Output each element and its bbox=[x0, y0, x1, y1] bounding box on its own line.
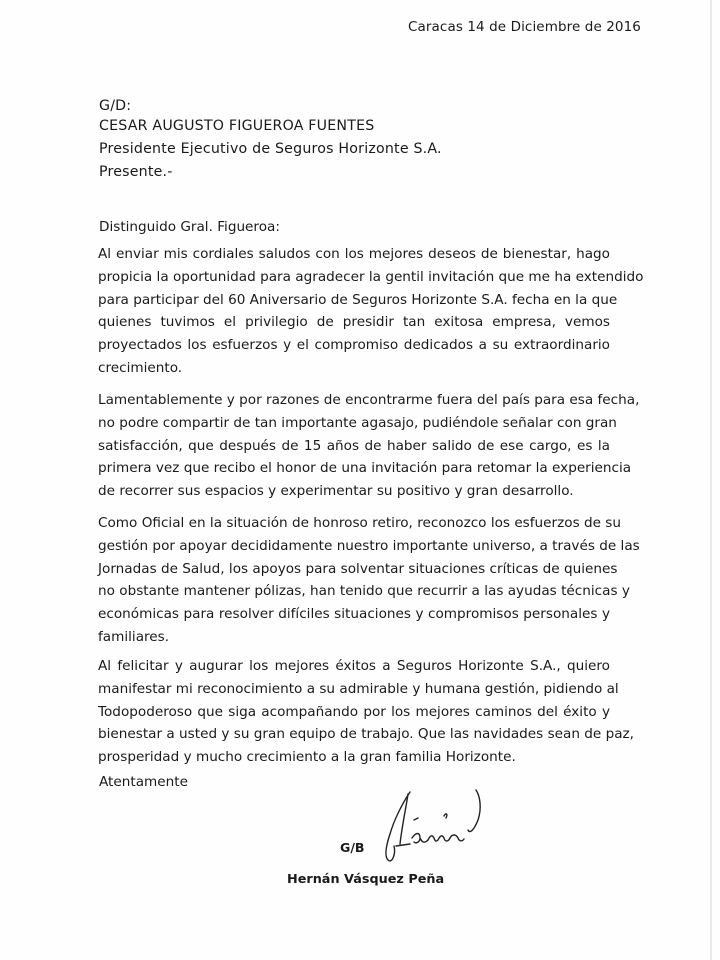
paragraph-line: gestión por apoyar decididamente nuestro importante universo, a través de las bbox=[98, 537, 640, 554]
recipient-name: CESAR AUGUSTO FIGUEROA FUENTES bbox=[99, 118, 375, 134]
letter-date: Caracas 14 de Diciembre de 2016 bbox=[408, 19, 641, 35]
paragraph-line: económicas para resolver difíciles situaciones y compromisos personales y bbox=[98, 606, 610, 623]
paragraph-line: Jornadas de Salud, los apoyos para solventar situaciones críticas de quienes bbox=[98, 560, 618, 577]
paragraph-line: primera vez que recibo el honor de una invitación para retomar la experiencia bbox=[98, 460, 632, 477]
paragraph-line: no podre compartir de tan importante agasajo, pudiéndole señalar con gran bbox=[98, 414, 617, 431]
body-paragraph-4 bbox=[98, 655, 635, 769]
paragraph-line: para participar del 60 Aniversario de Seguros Horizonte S.A. fecha en la que bbox=[98, 291, 618, 308]
handwritten-signature bbox=[372, 786, 492, 868]
recipient-present: Presente.- bbox=[99, 164, 173, 180]
body-paragraph-3 bbox=[98, 512, 640, 649]
paragraph-line: propicia la oportunidad para agradecer la gentil invitación que me ha extendido bbox=[98, 268, 644, 285]
recipient-prefix: G/D: bbox=[99, 98, 132, 114]
paragraph-line: bienestar a usted y su gran equipo de trabajo. Que las navidades sean de paz, bbox=[98, 726, 635, 743]
signer-name: Hernán Vásquez Peña bbox=[287, 872, 445, 887]
paragraph-line: Como Oficial en la situación de honroso retiro, reconozco los esfuerzos de su bbox=[98, 515, 621, 531]
scan-edge-shadow bbox=[710, 0, 712, 960]
paragraph-line: proyectados los esfuerzos y el compromiso dedicados a su extraordinario bbox=[98, 337, 610, 354]
paragraph-line: Al enviar mis cordiales saludos con los mejores deseos de bienestar, hago bbox=[98, 246, 610, 262]
paragraph-line: Lamentablemente y por razones de encontrarme fuera del país para esa fecha, bbox=[98, 392, 640, 408]
paragraph-line: quienes tuvimos el privilegio de presidir tan exitosa empresa, vemos bbox=[98, 314, 610, 331]
paragraph-line: de recorrer sus espacios y experimentar su positivo y gran desarrollo. bbox=[98, 483, 574, 500]
recipient-title: Presidente Ejecutivo de Seguros Horizonte S.A. bbox=[99, 141, 442, 157]
paragraph-line: familiares. bbox=[98, 628, 170, 645]
body-paragraph-1 bbox=[98, 243, 644, 380]
body-paragraph-2 bbox=[98, 389, 640, 503]
closing: Atentamente bbox=[99, 774, 188, 790]
paragraph-line: prosperidad y mucho crecimiento a la gran familia Horizonte. bbox=[98, 749, 516, 766]
paragraph-line: Todopoderoso que siga acompañando por los mejores caminos del éxito y bbox=[98, 703, 610, 720]
paragraph-line: satisfacción, que después de 15 años de haber salido de ese cargo, es la bbox=[98, 437, 610, 454]
paragraph-line: no obstante mantener pólizas, han tenido que recurrir a las ayudas técnicas y bbox=[98, 583, 630, 600]
signature-rank: G/B bbox=[340, 840, 365, 855]
paragraph-line: Al felicitar y augurar los mejores éxitos a Seguros Horizonte S.A., quiero bbox=[98, 658, 610, 674]
salutation: Distinguido Gral. Figueroa: bbox=[99, 219, 280, 235]
paragraph-line: crecimiento. bbox=[98, 359, 183, 376]
paragraph-line: manifestar mi reconocimiento a su admirable y humana gestión, pidiendo al bbox=[98, 680, 619, 697]
